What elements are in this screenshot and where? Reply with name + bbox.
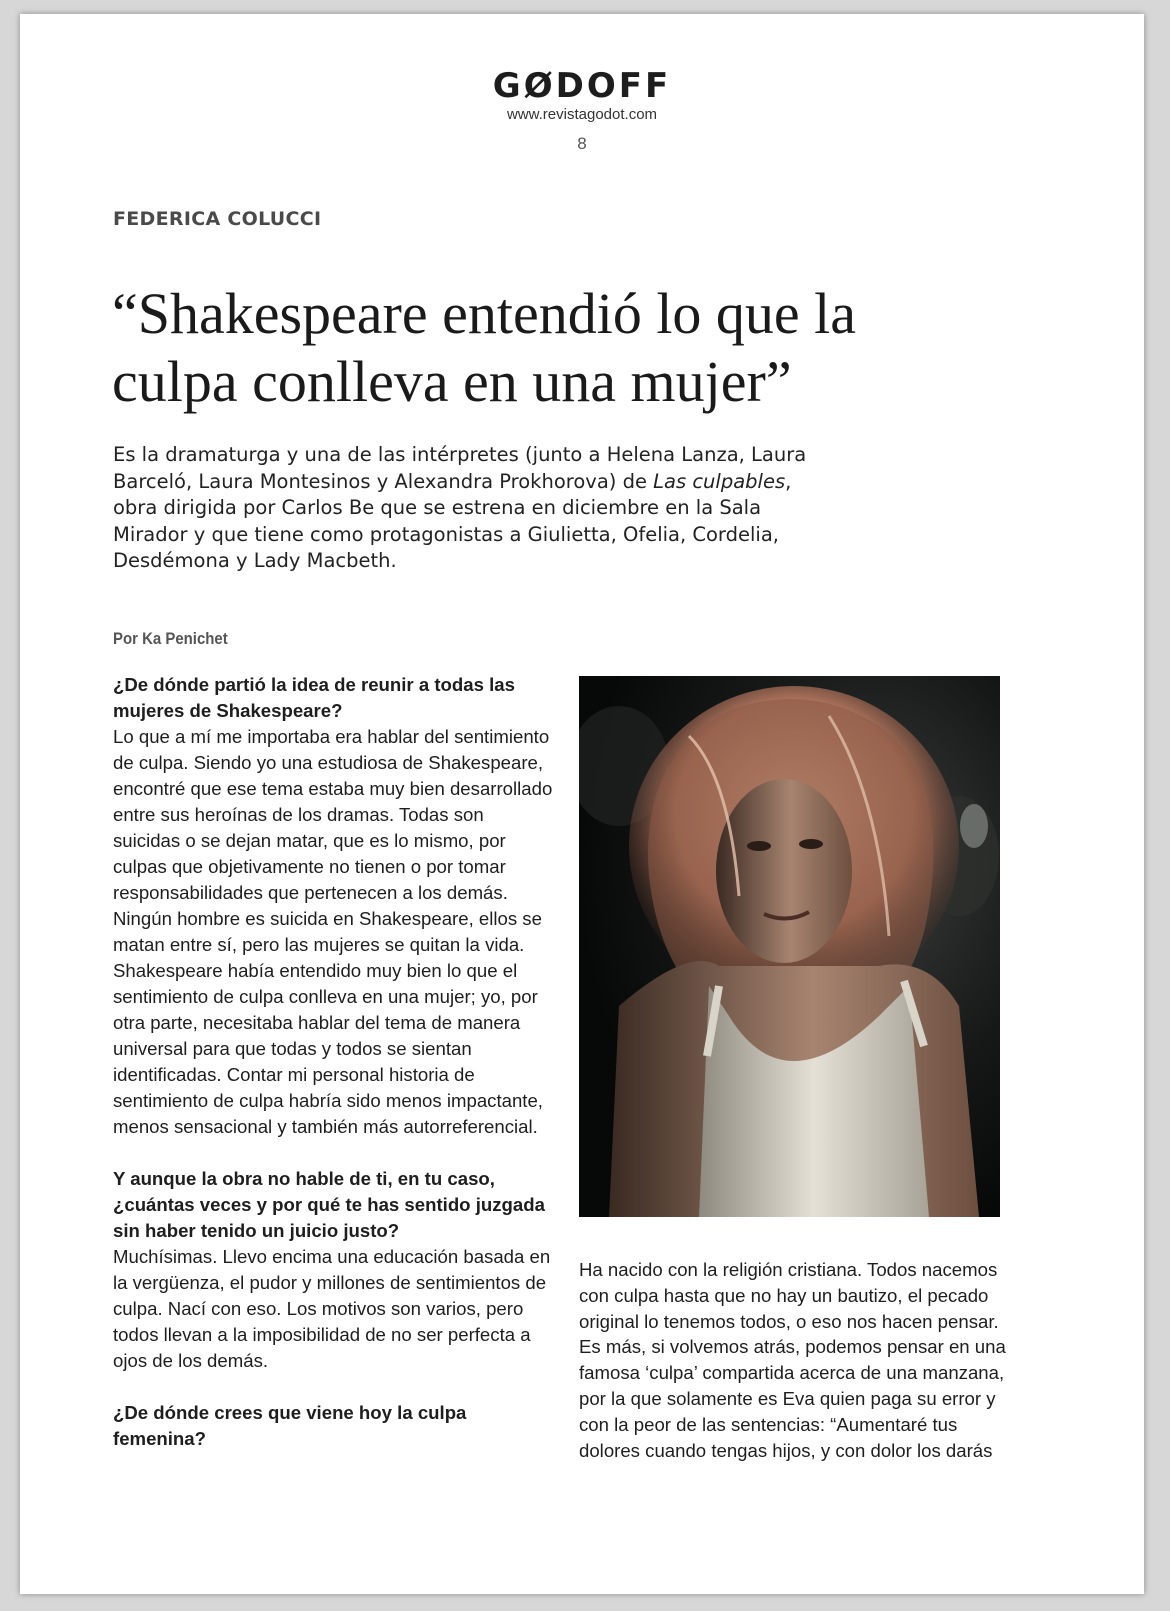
portrait-illustration (579, 676, 1000, 1217)
portrait-photo (579, 676, 1000, 1217)
magazine-logo: GØDOFF (492, 66, 672, 106)
intro-paragraph (113, 442, 833, 575)
byline: Por Ka Penichet (113, 629, 228, 648)
left-column (113, 672, 553, 1452)
page-number: 8 (577, 134, 587, 153)
website-url[interactable]: www.revistagodot.com (506, 106, 658, 123)
question-3: ¿De dónde crees que viene hoy la culpa femenina? (113, 1402, 467, 1449)
headline-line-1: “Shakespeare entendió lo que la (112, 281, 857, 346)
magazine-page (20, 14, 1144, 1594)
answer-2: Muchísimas. Llevo encima una educación basada en la vergüenza, el pudor y millones de sentimientos de culpa. Nací con eso. Los motivos son varios, pero todos llevan a la imposibilidad de no ser perfecta a ojos de los demás. (113, 1246, 551, 1371)
answer-1: Lo que a mí me importaba era hablar del sentimiento de culpa. Siendo yo una estudiosa de Shakespeare, encontré que ese tema estaba muy bien desarrollado entre sus heroínas de los dramas. Todas son suicidas o se dejan matar, que es lo mismo, por culpas que objetivamente no tienen o por tomar responsabilidades que pertenecen a los demás. Ningún hombre es suicida en Shakespeare, ellos se matan entre sí, pero las mujeres se quitan la vida. Shakespeare había entendido muy bien lo que el sentimiento de culpa conlleva en una mujer; yo, por otra parte, necesitaba hablar del tema de manera universal para que todas y todos se sientan identificadas. Contar mi personal historia de sentimiento de culpa habría sido menos impactante, menos sensacional y también más autorreferencial. (113, 726, 553, 1137)
headline-line-2: culpa conlleva en una mujer” (112, 349, 792, 414)
play-title: Las culpables (653, 469, 786, 493)
question-1: ¿De dónde partió la idea de reunir a todas las mujeres de Shakespeare? (113, 674, 515, 721)
headline (112, 280, 1012, 416)
question-2: Y aunque la obra no hable de ti, en tu caso, ¿cuántas veces y por qué te has sentido juzgada sin haber tenido un juicio justo? (113, 1168, 545, 1241)
author-kicker: FEDERICA COLUCCI (113, 208, 322, 230)
right-column-answer-3: Ha nacido con la religión cristiana. Todos nacemos con culpa hasta que no hay un bautizo, el pecado original lo tenemos todos, o eso nos hacen pensar. Es más, si volvemos atrás, podemos pensar en una famosa ‘culpa’ compartida acerca de una manzana, por la que solamente es Eva quien paga su error y con la peor de las sentencias: “Aumentaré tus dolores cuando tengas hijos, y con dolor los darás (579, 1259, 1006, 1461)
intro-text-1: Es la dramaturga y una de las intérpretes (junto a Helena Lanza, Laura Barceló, Laura Montesinos y Alexandra Prokhorova) de (113, 443, 807, 493)
intro-text-2: , obra dirigida por Carlos Be que se estrena en diciembre en la Sala Mirador y que tiene como protagonistas a Giulietta, Ofelia, Cordelia, Desdémona y Lady Macbeth. (113, 469, 792, 572)
